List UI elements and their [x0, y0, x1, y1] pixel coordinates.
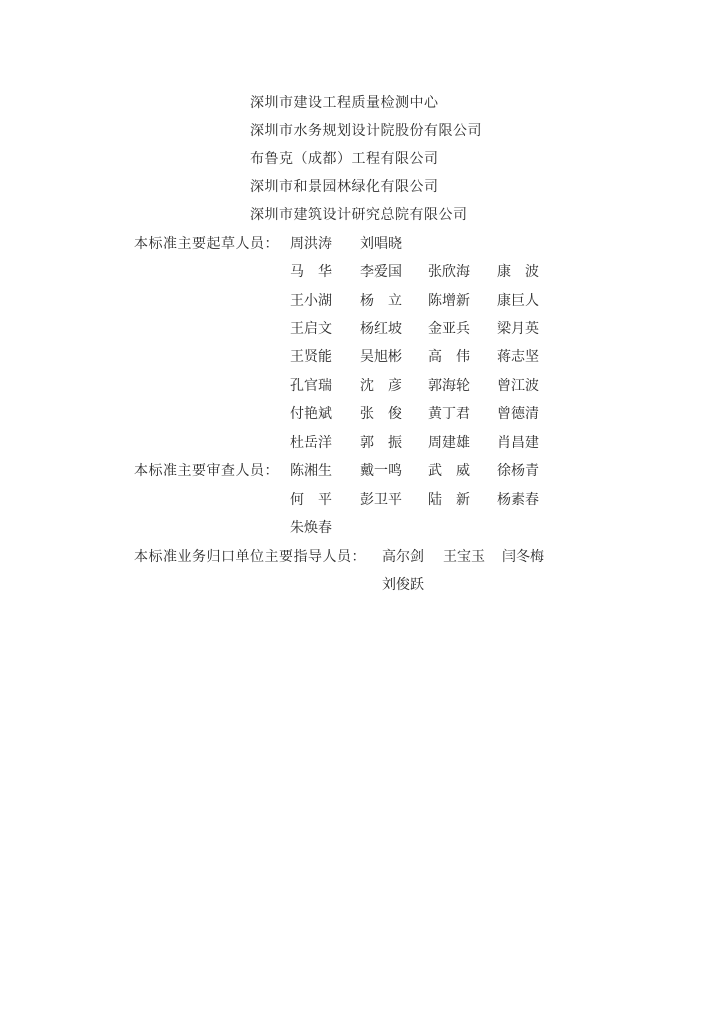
drafter-name: 曾江波 — [497, 378, 539, 394]
guidance-name: 刘俊跃 — [382, 577, 424, 593]
drafter-name: 蒋志坚 — [497, 349, 539, 365]
guidance-name: 高尔剑 — [382, 549, 424, 565]
drafter-name: 郭海轮 — [428, 378, 470, 394]
reviewers-label: 本标准主要审查人员： — [134, 463, 279, 479]
drafter-name: 杨红坡 — [360, 321, 402, 337]
drafter-name: 金亚兵 — [428, 321, 470, 337]
organization-line: 深圳市和景园林绿化有限公司 — [250, 179, 439, 195]
drafter-name: 杜岳洋 — [290, 435, 332, 451]
reviewer-name: 彭卫平 — [360, 492, 402, 508]
drafter-name: 杨 立 — [360, 293, 402, 309]
reviewer-name: 武 威 — [428, 463, 470, 479]
drafter-name: 沈 彦 — [360, 378, 402, 394]
drafter-name: 王启文 — [290, 321, 332, 337]
reviewer-name: 何 平 — [290, 492, 332, 508]
drafter-name: 孔官瑞 — [290, 378, 332, 394]
drafter-name: 刘唱晓 — [360, 236, 402, 252]
organization-line: 深圳市建设工程质量检测中心 — [250, 95, 439, 111]
organization-line: 布鲁克（成都）工程有限公司 — [250, 151, 439, 167]
drafter-name: 王小湖 — [290, 293, 332, 309]
guidance-label: 本标准业务归口单位主要指导人员： — [134, 549, 366, 565]
reviewer-name: 杨素春 — [497, 492, 539, 508]
drafter-name: 梁月英 — [497, 321, 539, 337]
drafter-name: 郭 振 — [360, 435, 402, 451]
drafter-name: 付艳斌 — [290, 406, 332, 422]
drafter-name: 黄丁君 — [428, 406, 470, 422]
drafters-label: 本标准主要起草人员： — [134, 236, 279, 252]
drafter-name: 张欣海 — [428, 264, 470, 280]
drafter-name: 王贤能 — [290, 349, 332, 365]
drafter-name: 周建雄 — [428, 435, 470, 451]
guidance-name: 王宝玉 — [443, 549, 485, 565]
drafter-name: 高 伟 — [428, 349, 470, 365]
organization-line: 深圳市建筑设计研究总院有限公司 — [250, 207, 468, 223]
reviewer-name: 朱焕春 — [290, 520, 332, 536]
reviewer-name: 陆 新 — [428, 492, 470, 508]
drafter-name: 陈增新 — [428, 293, 470, 309]
drafter-name: 李爱国 — [360, 264, 402, 280]
reviewer-name: 徐杨青 — [497, 463, 539, 479]
organization-line: 深圳市水务规划设计院股份有限公司 — [250, 123, 482, 139]
drafter-name: 肖昌建 — [497, 435, 539, 451]
drafter-name: 马 华 — [290, 264, 332, 280]
drafter-name: 吴旭彬 — [360, 349, 402, 365]
drafter-name: 康 波 — [497, 264, 539, 280]
drafter-name: 周洪涛 — [290, 236, 332, 252]
reviewer-name: 陈湘生 — [290, 463, 332, 479]
reviewer-name: 戴一鸣 — [360, 463, 402, 479]
drafter-name: 康巨人 — [497, 293, 539, 309]
guidance-name: 闫冬梅 — [502, 549, 544, 565]
drafter-name: 曾德清 — [497, 406, 539, 422]
drafter-name: 张 俊 — [360, 406, 402, 422]
